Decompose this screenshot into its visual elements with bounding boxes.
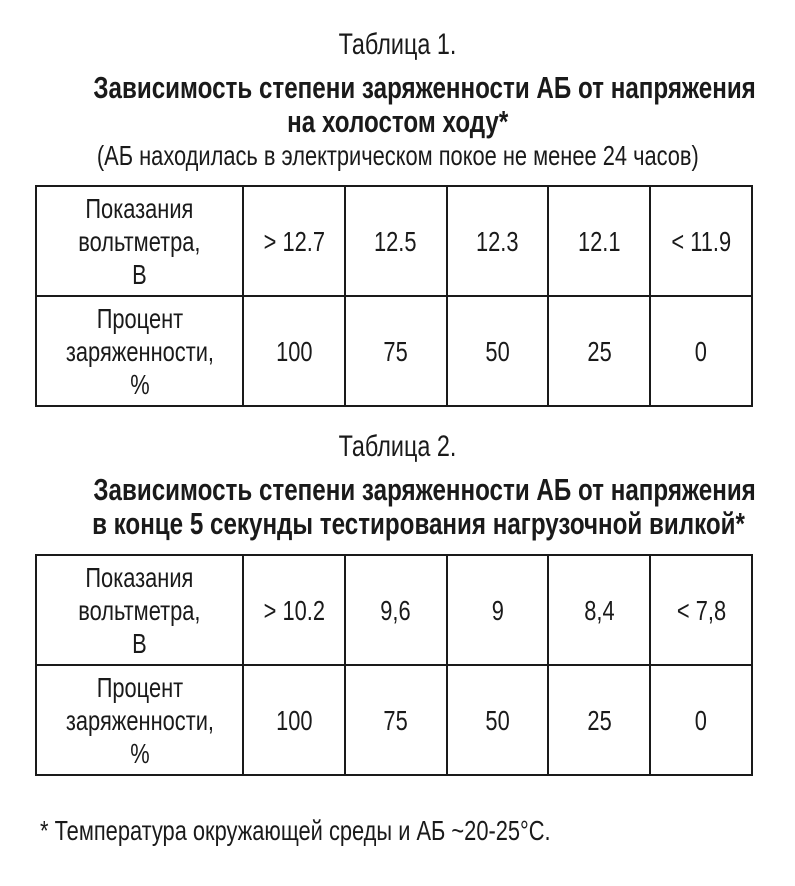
table-cell: 8,4 bbox=[548, 555, 650, 665]
table-cell: 25 bbox=[548, 665, 650, 775]
table1-title-line2: на холостом ходу* bbox=[286, 104, 509, 139]
table-cell: 25 bbox=[548, 296, 650, 406]
table1-caption: Таблица 1. bbox=[338, 28, 457, 61]
table2 bbox=[35, 554, 753, 776]
table1-subtitle: (АБ находилась в электрическом покое не менее 24 часов) bbox=[96, 140, 699, 171]
table1-row-voltage bbox=[36, 186, 752, 296]
table-cell: > 12.7 bbox=[243, 186, 345, 296]
row-header: Процент заряженности, % bbox=[36, 296, 243, 406]
table-cell: 0 bbox=[650, 296, 752, 406]
table-cell: 9 bbox=[447, 555, 549, 665]
table1 bbox=[35, 185, 753, 407]
table2-title-line1: Зависимость степени заряженности АБ от напряжения bbox=[93, 472, 756, 507]
table-cell: 75 bbox=[345, 296, 447, 406]
table-cell: 100 bbox=[243, 296, 345, 406]
table-cell: 75 bbox=[345, 665, 447, 775]
table-cell: 12.1 bbox=[548, 186, 650, 296]
table1-row-percent bbox=[36, 296, 752, 406]
table-cell: 0 bbox=[650, 665, 752, 775]
table-cell: 12.3 bbox=[447, 186, 549, 296]
row-header: Показания вольтметра, В bbox=[36, 555, 243, 665]
table-cell: < 7,8 bbox=[650, 555, 752, 665]
table2-title-line2: в конце 5 секунды тестирования нагрузочной вилкой* bbox=[92, 506, 745, 541]
table-cell: 100 bbox=[243, 665, 345, 775]
table2-row-percent bbox=[36, 665, 752, 775]
table-cell: 50 bbox=[447, 296, 549, 406]
table-cell: 12.5 bbox=[345, 186, 447, 296]
row-header: Процент заряженности, % bbox=[36, 665, 243, 775]
table-cell: < 11.9 bbox=[650, 186, 752, 296]
table2-caption: Таблица 2. bbox=[338, 430, 457, 463]
table2-row-voltage bbox=[36, 555, 752, 665]
row-header: Показания вольтметра, В bbox=[36, 186, 243, 296]
table-cell: 50 bbox=[447, 665, 549, 775]
table1-title-line1: Зависимость степени заряженности АБ от напряжения bbox=[93, 70, 756, 105]
table-cell: 9,6 bbox=[345, 555, 447, 665]
table-cell: > 10.2 bbox=[243, 555, 345, 665]
footnote: * Температура окружающей среды и АБ ~20-25°С. bbox=[40, 815, 551, 846]
